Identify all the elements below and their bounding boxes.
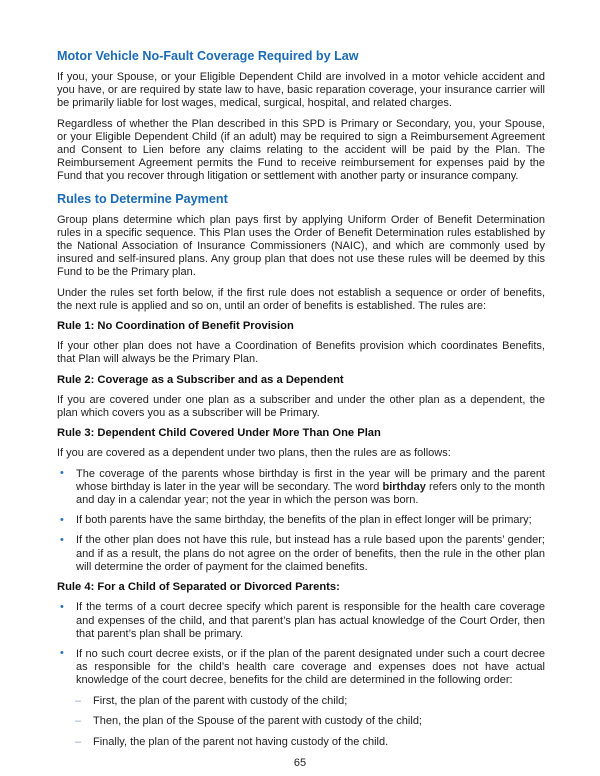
list-item <box>57 514 545 527</box>
rule3-intro: If you are covered as a dependent under two plans, then the rules are as follows: <box>57 447 451 460</box>
list-item <box>57 534 545 574</box>
section-heading-rules-payment: Rules to Determine Payment <box>57 191 228 206</box>
dash-icon: – <box>75 715 82 728</box>
rule3-bullet-list <box>57 468 545 574</box>
paragraph-reimbursement-agreement: Regardless of whether the Plan described in this SPD is Primary or Secondary, you, your Spouse, or your Eligible Dependent Child (if an adult) may be required to sign a Reimbursement Agreement and Consent to Lien before any claims relating to the accident will be paid by the Plan. The Reimbursement Agreement permits the Fund to receive reimbursement for expenses paid by the Fund that you recover through litigation or settlement with another party or insurance company. <box>57 117 545 183</box>
rule4-bullet-list <box>57 601 545 687</box>
bullet-text: If no such court decree exists, or if the plan of the parent designated under such a court decree as responsible for the child’s health care coverage and expenses does not have actual knowledge of the court decree, benefits for the child are determined in the following order: <box>76 647 545 687</box>
bullet-text: If both parents have the same birthday, the benefits of the plan in effect longer will be primary; <box>76 514 532 527</box>
list-item <box>57 736 545 749</box>
sub-bullet-text: Then, the plan of the Spouse of the parent with custody of the child; <box>93 715 422 728</box>
bullet-icon: • <box>60 600 64 613</box>
dash-icon: – <box>75 735 82 748</box>
bullet-text <box>76 468 545 506</box>
paragraph-rules-order: Under the rules set forth below, if the first rule does not establish a sequence or order of benefits, the next rule is applied and so on, until an order of benefits is established. The rules are: <box>57 286 545 312</box>
rule4-sub-bullet-list <box>57 695 545 750</box>
sub-bullet-text: Finally, the plan of the parent not having custody of the child. <box>93 735 389 748</box>
bullet-icon: • <box>60 533 64 546</box>
list-item <box>57 715 545 728</box>
paragraph-no-fault-intro: If you, your Spouse, or your Eligible Dependent Child are involved in a motor vehicle accident and you have, or are required by state law to have, basic reparation coverage, your insurance carrier will be primarily liable for lost wages, medical, surgical, hospital, and related charges. <box>57 71 545 110</box>
list-item <box>57 695 545 708</box>
dash-icon: – <box>75 694 82 707</box>
rule4-heading: Rule 4: For a Child of Separated or Divorced Parents: <box>57 581 340 594</box>
rule1-body: If your other plan does not have a Coordination of Benefits provision which coordinates Benefits, that Plan will always be the Primary Plan. <box>57 340 545 366</box>
page-number: 65 <box>293 757 307 769</box>
section-heading-motor-vehicle: Motor Vehicle No-Fault Coverage Required by Law <box>57 49 359 63</box>
bullet-icon: • <box>60 647 64 660</box>
bullet-text: If the terms of a court decree specify which parent is responsible for the health care coverage and expenses of the child, and that parent’s plan has actual knowledge of the Court Order, then that parent’s plan shall be primary. <box>76 601 545 640</box>
bullet-text-part: refers only to the month and day in a calendar year; not the year in which the person was born. <box>76 480 545 507</box>
rule2-body: If you are covered under one plan as a subscriber and under the other plan as a dependent, the plan which covers you as a subscriber will be Primary. <box>57 393 545 420</box>
bullet-icon: • <box>60 513 64 526</box>
bullet-text-bold: birthday <box>382 480 426 493</box>
rule3-heading: Rule 3: Dependent Child Covered Under More Than One Plan <box>57 427 381 440</box>
list-item <box>57 601 545 641</box>
bullet-icon: • <box>60 467 64 480</box>
sub-bullet-text: First, the plan of the parent with custody of the child; <box>93 694 348 707</box>
list-item <box>57 468 545 508</box>
rule2-heading: Rule 2: Coverage as a Subscriber and as a Dependent <box>57 373 344 386</box>
bullet-text-part: The coverage of the parents whose birthday is first in the year will be primary and the parent whose birthday is later in the year will be secondary. The word <box>76 467 545 493</box>
list-item <box>57 648 545 688</box>
paragraph-group-plans: Group plans determine which plan pays first by applying Uniform Order of Benefit Determination rules in a specific sequence. This Plan uses the Order of Benefit Determination rules established by the National Association of Insurance Commissioners (NAIC), and which are commonly used by insured and self-insured plans. Any group plan that does not use these rules will be deemed by this Fund to be the Primary plan. <box>57 213 545 279</box>
bullet-text: If the other plan does not have this rule, but instead has a rule based upon the parents’ gender; and if as a result, the plans do not agree on the order of benefits, then the rule in the other plan will determine the order of payment for the claimed benefits. <box>76 534 545 573</box>
rule1-heading: Rule 1: No Coordination of Benefit Provision <box>57 320 294 333</box>
